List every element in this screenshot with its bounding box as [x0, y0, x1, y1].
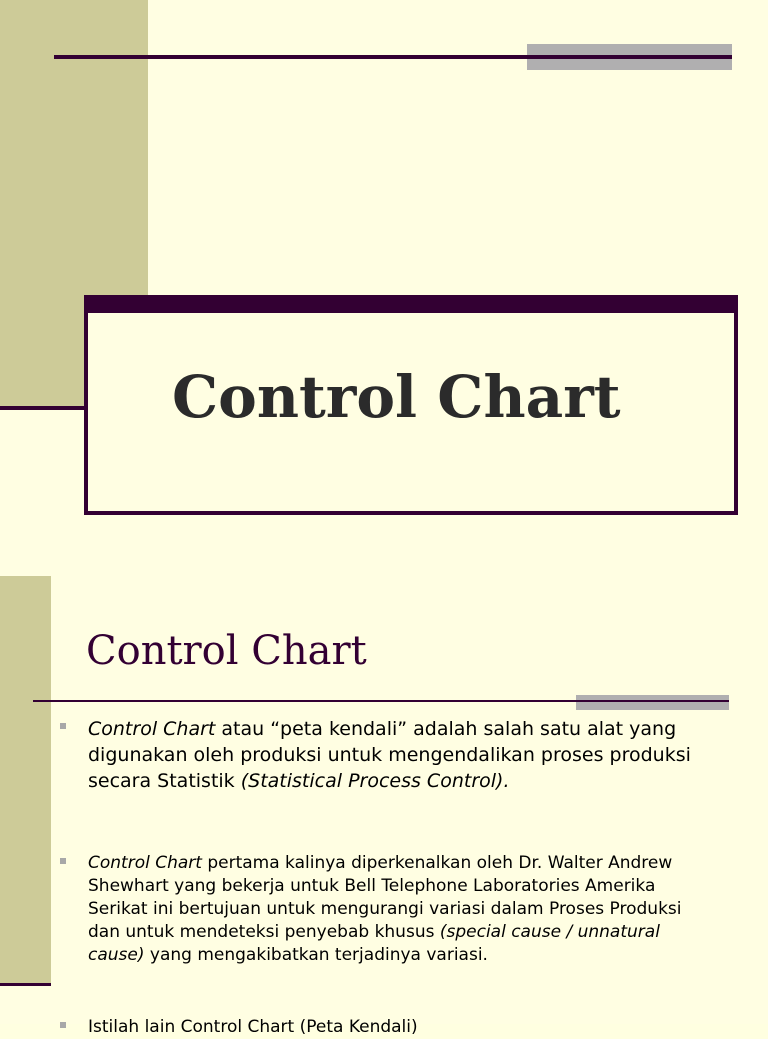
heading-accent-bar	[576, 695, 729, 710]
bullet-text-run: pertama kalinya diperkenalkan oleh Dr. Walter Andrew Shewhart yang bekerja untuk Bell Telephone Laboratories Amerika Serikat ini bertujuan untuk mengurangi variasi dalam Proses Produksi dan untuk mendeteksi penyebab khusus	[88, 853, 682, 942]
bullet-marker	[60, 858, 66, 864]
top-accent-bar	[527, 44, 732, 70]
bullet-text-italic: (special cause / unnatural cause)	[88, 922, 660, 965]
slide-heading: Control Chart	[86, 628, 367, 674]
bullet-text-run: Istilah lain Control Chart (Peta Kendali)	[88, 1017, 418, 1037]
bullet-text-italic: Control Chart	[88, 718, 216, 740]
bullet-text	[88, 716, 710, 794]
bullet-text-italic: Control Chart	[88, 853, 202, 873]
content-slide	[0, 576, 768, 1037]
title-box	[84, 295, 738, 515]
bullet-marker	[60, 1022, 66, 1028]
bullet-item	[60, 716, 710, 794]
bullet-text-italic: (Statistical Process Control).	[240, 770, 510, 792]
bullet-text-run: atau “peta kendali” adalah salah satu alat yang digunakan oleh produksi untuk mengendalikan proses produksi secara Statistik	[88, 718, 691, 792]
left-rule	[0, 406, 86, 410]
bullet-item	[60, 1016, 710, 1039]
sidebar-rule	[0, 983, 51, 986]
bullet-text	[88, 1016, 710, 1039]
slide-title: Control Chart	[172, 363, 621, 431]
bullet-marker	[60, 723, 66, 729]
bullet-item	[60, 852, 710, 967]
bullet-text-run: yang mengakibatkan terjadinya variasi.	[144, 945, 488, 965]
bullet-text	[88, 852, 710, 967]
sidebar-decoration	[0, 576, 51, 986]
